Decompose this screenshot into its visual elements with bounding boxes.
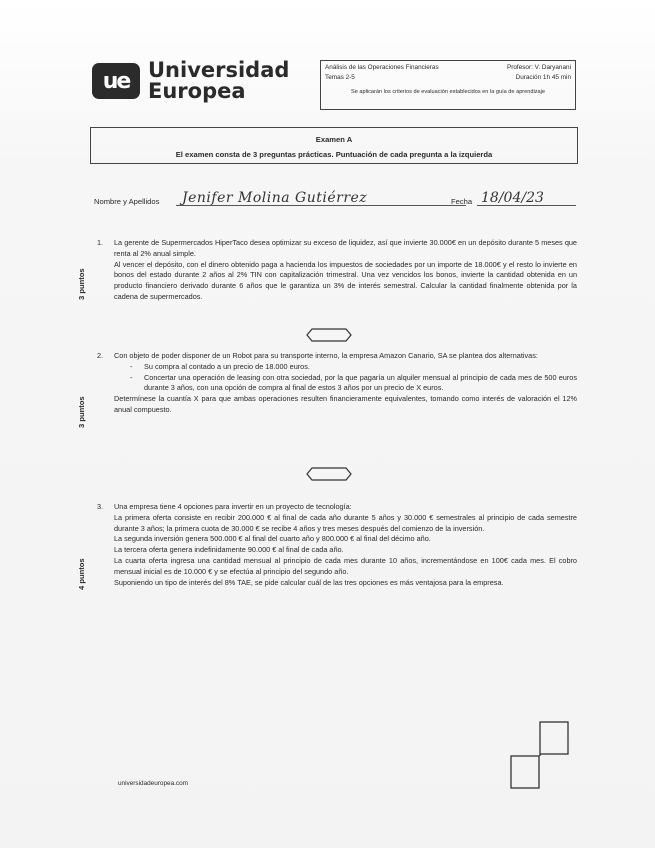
duration: Duración 1h 45 min [515, 74, 571, 81]
question-3-points: 4 puntos [77, 558, 86, 590]
student-name-field[interactable]: Jenifer Molina Gutiérrez [176, 190, 466, 206]
exam-title-box [90, 127, 578, 164]
exam-instructions: El examen consta de 3 preguntas prácticas. Puntuación de cada pregunta a la izquierda [175, 150, 493, 159]
decorative-squares-icon [510, 720, 570, 790]
question-1-points: 3 puntos [77, 268, 86, 300]
ue-logo-mark: ue [92, 63, 140, 99]
question-2 [97, 351, 577, 416]
footer-website[interactable]: universidadeuropea.com [118, 780, 188, 787]
question-2-number: 2. [97, 351, 104, 360]
question-2-points: 3 puntos [77, 396, 86, 428]
question-3-paragraph: La primera oferta consiste en recibir 200.000 € al final de cada año durante 5 años y 30.000 € semestrales al principio de cada semestre durante 3 años; la primera cuota de 30.000 € se recibe 4 años y tres meses después del comienzo de la inversión. [114, 512, 577, 533]
evaluation-criteria: Se aplicarán los criterios de evaluación establecidos en la guía de aprendizaje [350, 89, 546, 95]
logo-line-1: Universidad [148, 58, 290, 82]
question-3-paragraph: La segunda inversión genera 500.000 € al final del cuarto año y 800.000 € al final del décimo año. [114, 534, 431, 544]
alternative-item: - Su compra al contado a un precio de 18.000 euros. [128, 362, 577, 373]
question-1-number: 1. [97, 238, 104, 247]
date-field[interactable]: 18/04/23 [477, 190, 576, 206]
date-label: Fecha [451, 197, 473, 206]
topics: Temas 2-5 [325, 74, 355, 81]
question-2-closing: Determínese la cuantía X para que ambas operaciones resulten financieramente equivalentes, tomando como interés de valoración el 12% anual compuesto. [114, 394, 577, 414]
logo-line-2: Europea [148, 79, 246, 103]
section-divider-icon [305, 327, 353, 343]
question-3-paragraph: Una empresa tiene 4 opciones para invertir en un proyecto de tecnología: [114, 502, 352, 511]
section-divider-icon [305, 466, 353, 482]
question-1-paragraph: Al vencer el depósito, con el dinero obtenido paga a hacienda los impuestos de sociedades por un importe de 18.000€ y el resto lo invierte en bonos del estado durante 2 años al 2% TIN con capitalización trimestral. Una vez vencidos los bonos, invierte la cantidad obtenida en un producto financiero derivado durante 6 años que le garantiza un 3% de interés semestral. Calcular la cantidad finalmente obtenida por la cadena de supermercados. [114, 259, 577, 301]
course-name: Análisis de las Operaciones Financieras [325, 64, 439, 71]
question-2-alternatives [128, 362, 577, 394]
name-label: Nombre y Apellidos [94, 197, 160, 206]
question-3-paragraph: La tercera oferta genera indefinidamente 90.000 € al final de cada año. [114, 545, 344, 555]
alternative-item: - Concertar una operación de leasing con otra sociedad, por la que pagaría un alquiler mensual al principio de cada mes de 500 euros durante 3 años, con una opción de compra al final de estos 3 años por un precio de X euros. [128, 373, 577, 395]
student-info-line [94, 190, 576, 214]
question-1-paragraph: La gerente de Supermercados HiperTaco desea optimizar su exceso de liquidez, así que invierte 30.000€ en un depósito durante 5 meses que renta al 2% anual simple. [114, 238, 577, 258]
question-3-paragraph: La cuarta oferta ingresa una cantidad mensual al principio de cada mes durante 10 años, incrementándose en 100€ cada mes. El cobro mensual inicial es de 10.000 € y se efectúa al principio del segundo año. [114, 555, 577, 576]
question-2-intro: Con objeto de poder disponer de un Robot para su transporte interno, la empresa Amazon Canario, SA se plantea dos alternativas: [114, 351, 538, 360]
course-info-box [320, 60, 576, 110]
question-3-number: 3. [97, 502, 104, 511]
professor-name: Profesor: V. Daryanani [506, 64, 571, 71]
exam-title: Examen A [315, 135, 353, 144]
logo-wordmark [148, 60, 289, 102]
question-3-paragraph: Suponiendo un tipo de interés del 8% TAE, se pide calcular cuál de las tres opciones es más ventajosa para la empresa. [114, 577, 504, 587]
university-logo [92, 60, 289, 102]
question-1 [97, 238, 577, 303]
question-3 [97, 502, 577, 588]
